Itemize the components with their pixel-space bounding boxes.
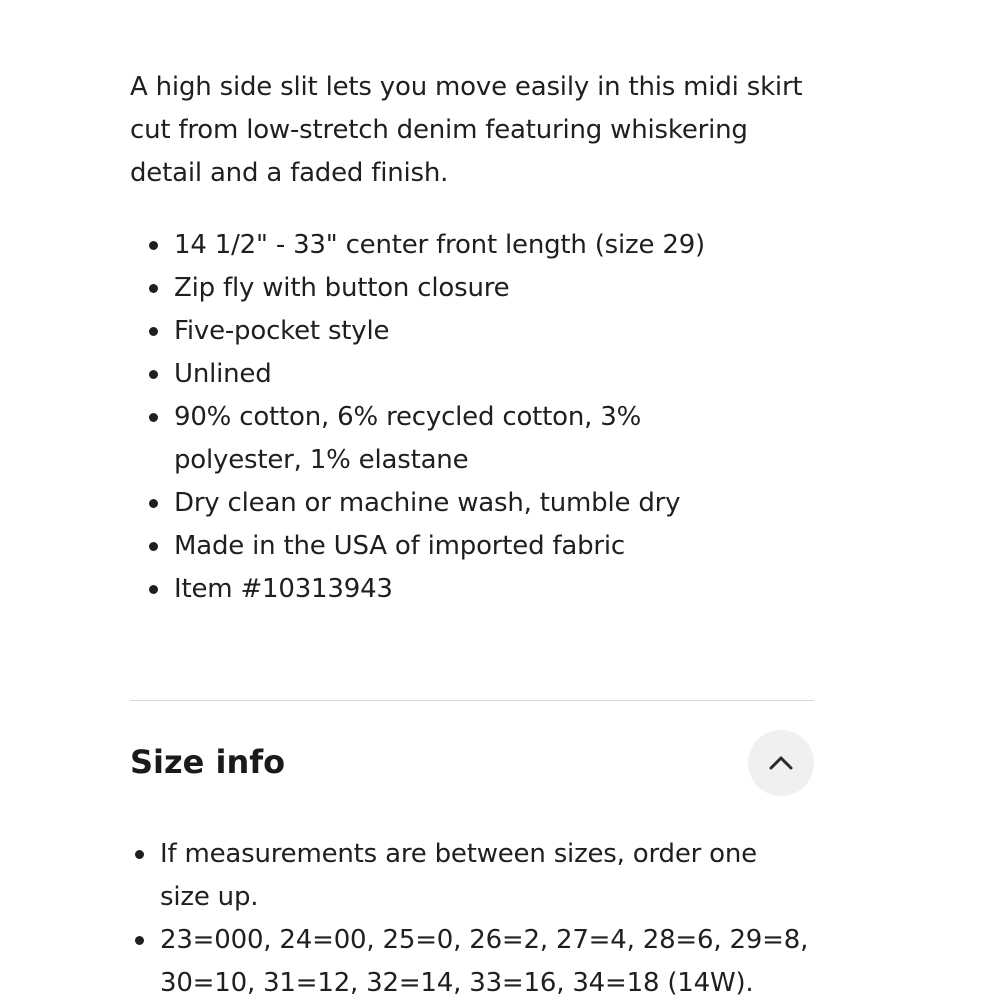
feature-item: Unlined (174, 353, 814, 396)
feature-item: 90% cotton, 6% recycled cotton, 3% polyester, 1% elastane (174, 396, 774, 482)
feature-item: Item #10313943 (174, 568, 814, 611)
feature-item: Made in the USA of imported fabric (174, 525, 814, 568)
feature-item: Zip fly with button closure (174, 267, 814, 310)
product-details-section (130, 66, 814, 611)
size-info-item: If measurements are between sizes, order one size up. (160, 833, 814, 919)
feature-item: 14 1/2" - 33" center front length (size 29) (174, 224, 814, 267)
collapse-size-info-button[interactable] (748, 730, 814, 796)
section-divider (130, 700, 814, 701)
feature-list (130, 224, 814, 611)
feature-item: Dry clean or machine wash, tumble dry (174, 482, 814, 525)
feature-item: Five-pocket style (174, 310, 814, 353)
size-info-header[interactable] (130, 730, 814, 796)
size-info-title: Size info (130, 743, 286, 781)
product-description: A high side slit lets you move easily in this midi skirt cut from low-stretch denim featuring whiskering detail and a faded finish. (130, 72, 803, 188)
size-info-item: 23=000, 24=00, 25=0, 26=2, 27=4, 28=6, 29=8, 30=10, 31=12, 32=14, 33=16, 34=18 (14W). (160, 919, 814, 1005)
size-info-list (130, 833, 814, 1005)
chevron-up-icon (768, 755, 794, 771)
